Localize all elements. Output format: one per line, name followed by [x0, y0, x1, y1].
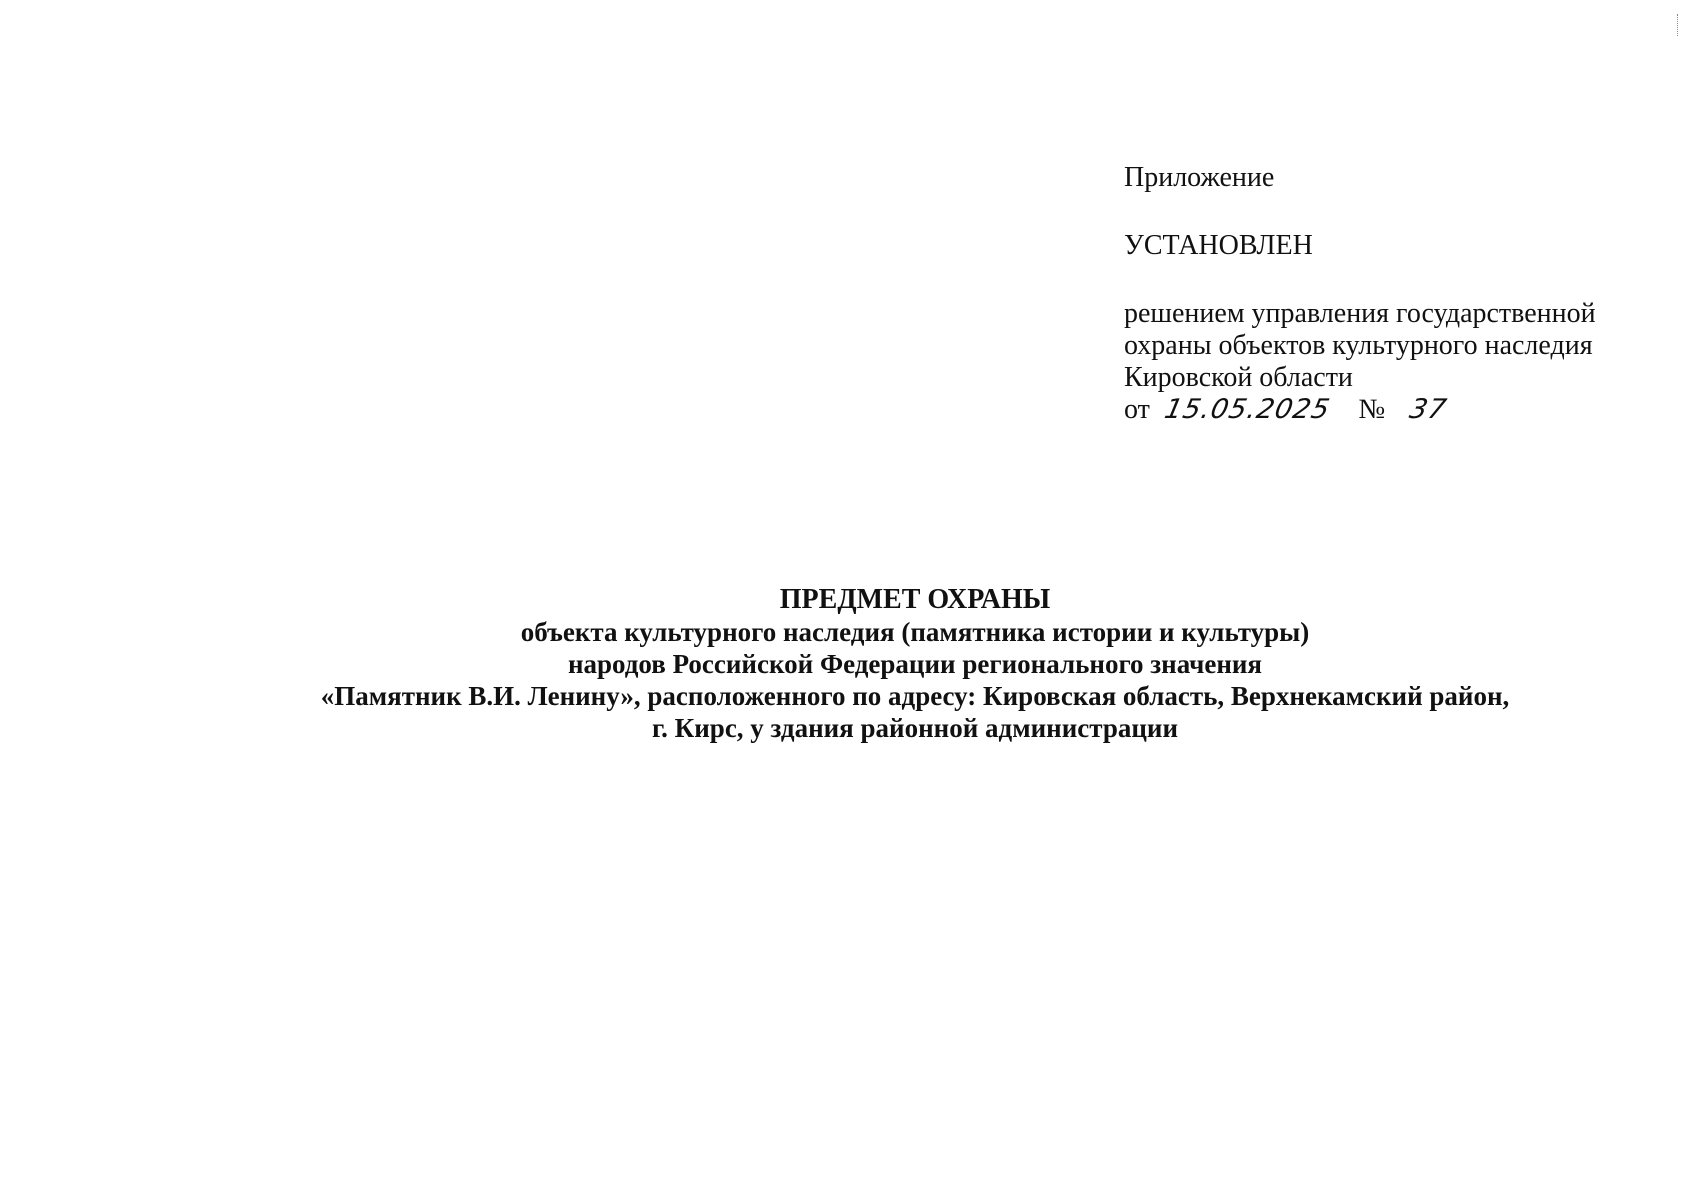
approval-stamp: УСТАНОВЛЕН: [1124, 230, 1313, 261]
issuer-line: решением управления государственной: [1124, 298, 1596, 329]
heading-line: народов Российской Федерации регионального значения: [567, 649, 1263, 679]
number-sign: №: [1358, 394, 1386, 425]
heading-line: «Памятник В.И. Ленину», расположенного по адресу: Кировская область, Верхнекамский район,: [320, 681, 1510, 711]
issuer-line: охраны объектов культурного наследия: [1124, 330, 1593, 361]
decision-date-line: [1124, 394, 1664, 426]
document-heading: [200, 584, 1630, 744]
approval-block: [1124, 162, 1664, 426]
issuer-line: Кировской области: [1124, 362, 1353, 393]
heading-line: объекта культурного наследия (памятника истории и культуры): [520, 617, 1310, 647]
scan-edge-marks: [1677, 14, 1680, 36]
appendix-caption: Приложение: [1124, 162, 1275, 193]
handwritten-number: 37: [1406, 394, 1450, 425]
document-title: ПРЕДМЕТ ОХРАНЫ: [779, 584, 1051, 615]
heading-line: г. Кирс, у здания районной администрации: [651, 713, 1179, 743]
date-prefix: от: [1124, 394, 1150, 425]
handwritten-date: 15.05.2025: [1161, 394, 1333, 425]
